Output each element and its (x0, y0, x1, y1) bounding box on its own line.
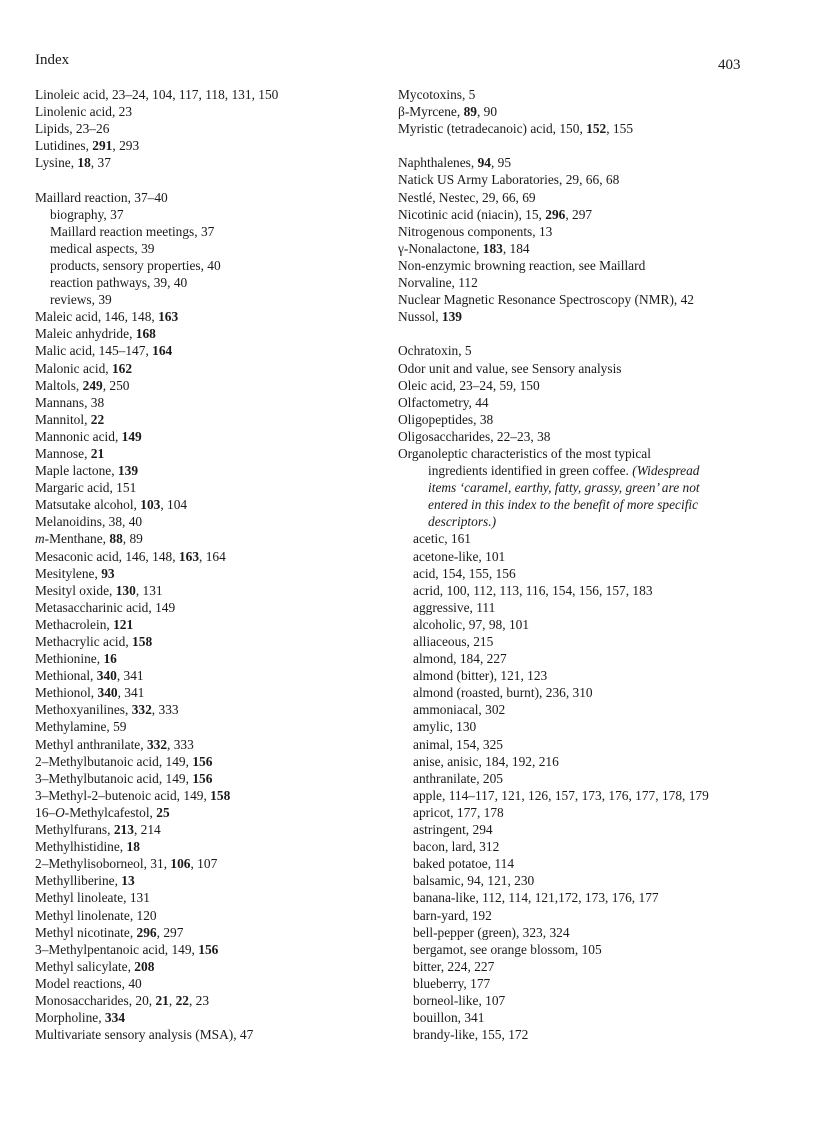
index-subentry: aggressive, 111 (413, 599, 496, 615)
index-subentry: bacon, lard, 312 (413, 839, 500, 855)
index-subentry: bitter, 224, 227 (413, 958, 495, 974)
index-entry: Ochratoxin, 5 (398, 343, 472, 359)
index-subentry: anthranilate, 205 (413, 770, 503, 786)
index-entry: Methacrolein, 121 (35, 616, 134, 632)
index-subentry: alcoholic, 97, 98, 101 (413, 616, 530, 632)
bold-page-ref: 158 (210, 787, 231, 803)
index-entry: Malic acid, 145–147, 164 (35, 343, 173, 359)
bold-page-ref: 340 (96, 668, 117, 684)
bold-page-ref: 164 (152, 343, 173, 359)
index-entry: Nestlé, Nestec, 29, 66, 69 (398, 189, 536, 205)
index-entry: Lipids, 23–26 (35, 121, 110, 137)
index-subentry: biography, 37 (50, 206, 124, 222)
bold-page-ref: 93 (101, 565, 115, 581)
note-line (428, 496, 778, 513)
index-entry: Methyl nicotinate, 296, 297 (35, 924, 184, 940)
index-subentry: acrid, 100, 112, 113, 116, 154, 156, 157, 183 (413, 582, 653, 598)
index-subentry: acetic, 161 (413, 531, 471, 547)
section-gap (35, 171, 375, 188)
bold-page-ref: 18 (77, 155, 91, 171)
index-entry: Non-enzymic browning reaction, see Maillard (398, 257, 646, 273)
index-subentry: banana-like, 112, 114, 121,172, 173, 176, 177 (413, 890, 659, 906)
index-entry: Organoleptic characteristics of the most typical (398, 445, 651, 461)
bold-page-ref: 89 (463, 104, 477, 120)
index-entry: Odor unit and value, see Sensory analysis (398, 360, 622, 376)
bold-page-ref: 139 (117, 463, 139, 479)
index-entry: Multivariate sensory analysis (MSA), 47 (35, 1027, 254, 1043)
bold-page-ref: 340 (97, 685, 118, 701)
index-subentry: borneol-like, 107 (413, 992, 506, 1008)
index-entry: Methylhistidine, 18 (35, 839, 140, 855)
index-entry: 3–Methyl-2–butenoic acid, 149, 158 (35, 787, 231, 803)
bold-page-ref: 21 (155, 992, 169, 1008)
index-entry: Nicotinic acid (niacin), 15, 296, 297 (398, 206, 593, 222)
bold-page-ref: 162 (111, 360, 133, 376)
index-entry: Margaric acid, 151 (35, 480, 137, 496)
index-subentry: blueberry, 177 (413, 975, 491, 991)
index-subentry: ammoniacal, 302 (413, 702, 506, 718)
index-entry: Maleic anhydride, 168 (35, 326, 156, 342)
note-line (428, 479, 778, 496)
index-entry: Morpholine, 334 (35, 1010, 126, 1026)
index-entry: Methylfurans, 213, 214 (35, 822, 161, 838)
index-entry: Natick US Army Laboratories, 29, 66, 68 (398, 172, 620, 188)
index-subentry: acetone-like, 101 (413, 548, 506, 564)
index-subentry: astringent, 294 (413, 822, 493, 838)
bold-page-ref: 291 (92, 138, 113, 154)
index-subentry: bouillon, 341 (413, 1010, 485, 1026)
bold-page-ref: 22 (175, 992, 189, 1008)
index-entry: Mannans, 38 (35, 394, 105, 410)
index-entry: Mesitylene, 93 (35, 565, 115, 581)
index-entry: Maltols, 249, 250 (35, 377, 130, 393)
bold-page-ref: 296 (545, 206, 566, 222)
bold-page-ref: 158 (132, 634, 153, 649)
note-italic: items ‘caramel, earthy, fatty, grassy, green’ are not (428, 480, 700, 496)
section-gap (398, 325, 778, 342)
index-entry: Methyl salicylate, 208 (35, 958, 155, 974)
index-entry: 3–Methylpentanoic acid, 149, 156 (35, 941, 219, 957)
index-entry: 2–Methylisoborneol, 31, 106, 107 (35, 856, 218, 872)
index-entry: Mannonic acid, 149 (35, 428, 142, 444)
index-entry: Myristic (tetradecanoic) acid, 150, 152, 155 (398, 121, 634, 137)
index-entry: Naphthalenes, 94, 95 (398, 155, 512, 171)
italic-prefix: O (55, 804, 65, 820)
bold-page-ref: 213 (113, 822, 134, 838)
bold-page-ref: 139 (441, 309, 462, 325)
index-entry: Model reactions, 40 (35, 975, 142, 991)
index-entry: Oleic acid, 23–24, 59, 150 (398, 377, 540, 393)
index-subentry: bell-pepper (green), 323, 324 (413, 924, 570, 940)
index-entry: Melanoidins, 38, 40 (35, 514, 143, 530)
index-subentry: apple, 114–117, 121, 126, 157, 173, 176, 177, 178, 179 (413, 787, 709, 803)
note-italic: (Widespread (632, 463, 700, 479)
note-line: ingredients identified in green coffee. (Widespread (428, 463, 700, 479)
index-entry: Monosaccharides, 20, 21, 22, 23 (35, 992, 210, 1008)
bold-page-ref: 156 (198, 941, 219, 957)
bold-page-ref: 16 (103, 651, 117, 667)
index-entry: Maleic acid, 146, 148, 163 (35, 309, 179, 325)
bold-page-ref: 18 (126, 839, 140, 855)
index-entry: Olfactometry, 44 (398, 394, 489, 410)
index-subentry: anise, anisic, 184, 192, 216 (413, 753, 559, 769)
index-entry: β-Myrcene, 89, 90 (398, 104, 498, 120)
index-subentry: balsamic, 94, 121, 230 (413, 873, 535, 889)
note-italic: descriptors.) (428, 514, 497, 530)
index-entry: Methional, 340, 341 (35, 668, 144, 684)
index-column-right (398, 86, 778, 1043)
bold-page-ref: 106 (170, 856, 191, 872)
note-line (428, 513, 778, 530)
index-entry: Matsutake alcohol, 103, 104 (35, 497, 188, 513)
index-entry: Linolenic acid, 23 (35, 104, 133, 120)
bold-page-ref: 332 (146, 736, 168, 752)
index-entry: γ-Nonalactone, 183, 184 (398, 240, 530, 256)
index-entry: Methoxyanilines, 332, 333 (35, 702, 179, 718)
index-entry: m-Menthane, 88, 89 (35, 531, 143, 547)
bold-page-ref: 130 (115, 582, 136, 598)
index-entry: Nuclear Magnetic Resonance Spectroscopy (NMR), 42 (398, 292, 694, 308)
index-entry: Maillard reaction, 37–40 (35, 189, 168, 205)
index-column-left (35, 86, 375, 1043)
bold-page-ref: 156 (192, 770, 213, 786)
index-note (398, 462, 778, 530)
index-entry: Malonic acid, 162 (35, 360, 133, 376)
index-entry: Linoleic acid, 23–24, 104, 117, 118, 131, 150 (35, 87, 279, 102)
bold-page-ref: 94 (477, 155, 491, 171)
index-subentry: acid, 154, 155, 156 (413, 565, 516, 581)
index-subentry: animal, 154, 325 (413, 736, 504, 752)
index-subentry: almond (roasted, burnt), 236, 310 (413, 685, 593, 701)
index-entry: Mesityl oxide, 130, 131 (35, 582, 163, 598)
index-entry: Mannitol, 22 (35, 411, 105, 427)
index-entry: Methylliberine, 13 (35, 873, 135, 889)
index-entry: Metasaccharinic acid, 149 (35, 599, 176, 615)
index-entry: Lutidines, 291, 293 (35, 138, 140, 154)
index-entry: Methyl linolenate, 120 (35, 907, 157, 923)
index-subentry: apricot, 177, 178 (413, 804, 504, 820)
bold-page-ref: 183 (482, 240, 503, 256)
index-entry: Methyl anthranilate, 332, 333 (35, 736, 194, 752)
index-entry: Oligopeptides, 38 (398, 411, 494, 427)
index-entry: Maple lactone, 139 (35, 463, 139, 479)
index-subentry: reaction pathways, 39, 40 (50, 275, 188, 291)
index-subentry: products, sensory properties, 40 (50, 257, 221, 273)
note-italic: entered in this index to the benefit of more specific (428, 497, 699, 513)
bold-page-ref: 152 (586, 121, 607, 137)
index-subentry: almond (bitter), 121, 123 (413, 668, 548, 684)
bold-page-ref: 13 (121, 873, 135, 889)
italic-prefix: m (35, 531, 45, 547)
bold-page-ref: 334 (104, 1010, 126, 1026)
bold-page-ref: 21 (90, 445, 105, 461)
index-entry: Oligosaccharides, 22–23, 38 (398, 428, 551, 444)
index-entry: Lysine, 18, 37 (35, 155, 111, 171)
index-subentry: alliaceous, 215 (413, 634, 494, 649)
index-entry: Methyl linoleate, 131 (35, 890, 150, 906)
index-subentry: brandy-like, 155, 172 (413, 1027, 529, 1043)
index-entry: Nitrogenous components, 13 (398, 223, 553, 239)
bold-page-ref: 249 (82, 377, 103, 393)
index-subentry: reviews, 39 (50, 292, 112, 308)
page-number: 403 (718, 57, 741, 73)
section-gap (398, 137, 778, 154)
page-header-title: Index (35, 52, 70, 68)
index-entry: Mycotoxins, 5 (398, 87, 476, 102)
bold-page-ref: 156 (192, 753, 213, 769)
bold-page-ref: 332 (131, 702, 152, 718)
index-subentry: amylic, 130 (413, 719, 477, 735)
bold-page-ref: 149 (121, 428, 142, 444)
index-subentry: Maillard reaction meetings, 37 (50, 223, 215, 239)
bold-page-ref: 168 (135, 326, 156, 342)
index-entry: Mesaconic acid, 146, 148, 163, 164 (35, 548, 226, 564)
index-entry: Mannose, 21 (35, 445, 105, 461)
index-entry: Methionine, 16 (35, 651, 117, 667)
index-entry: 2–Methylbutanoic acid, 149, 156 (35, 753, 213, 769)
index-entry: Norvaline, 112 (398, 275, 478, 291)
index-entry: Methionol, 340, 341 (35, 685, 145, 701)
bold-page-ref: 163 (158, 309, 179, 325)
bold-page-ref: 208 (134, 958, 155, 974)
bold-page-ref: 163 (178, 548, 200, 564)
bold-page-ref: 121 (113, 616, 134, 632)
index-subentry: barn-yard, 192 (413, 907, 492, 923)
bold-page-ref: 88 (109, 531, 123, 547)
index-subentry: medical aspects, 39 (50, 240, 155, 256)
bold-page-ref: 25 (156, 804, 170, 820)
bold-page-ref: 296 (136, 924, 157, 940)
index-entry: Methacrylic acid, 158 (35, 634, 153, 649)
index-subentry: baked potatoe, 114 (413, 856, 515, 872)
index-entry: 16–O-Methylcafestol, 25 (35, 804, 170, 820)
index-entry: 3–Methylbutanoic acid, 149, 156 (35, 770, 213, 786)
index-entry: Methylamine, 59 (35, 719, 127, 735)
index-subentry: almond, 184, 227 (413, 651, 507, 667)
index-entry: Nussol, 139 (398, 309, 462, 325)
bold-page-ref: 22 (90, 411, 105, 427)
bold-page-ref: 103 (140, 497, 161, 513)
index-subentry: bergamot, see orange blossom, 105 (413, 941, 602, 957)
